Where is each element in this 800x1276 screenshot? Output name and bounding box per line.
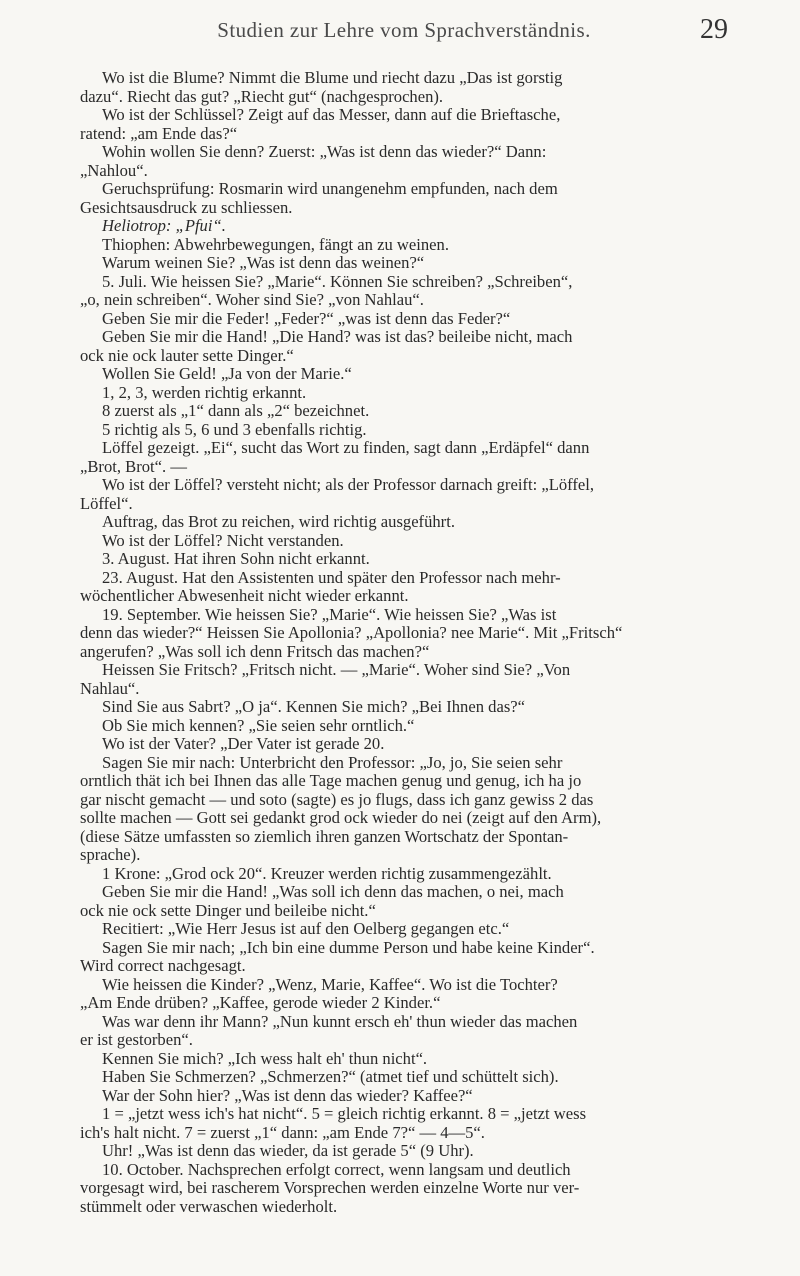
text-line: gar nischt gemacht — und soto (sagte) es jo flugs, dass ich ganz gewiss 2 das [80,789,594,809]
text-line: Wie heissen die Kinder? „Wenz, Marie, Kaffee“. Wo ist die Tochter? [102,974,558,994]
text-line: Geben Sie mir die Hand! „Was soll ich denn das machen, o nei, mach [102,882,564,901]
text-line: Haben Sie Schmerzen? „Schmerzen?“ (atmet tief und schüttelt sich). [102,1067,559,1086]
text-line: Kennen Sie mich? „Ich wess halt eh' thun nicht“. [102,1048,428,1068]
text-line: Sagen Sie mir nach; „Ich bin eine dumme Person und habe keine Kinder“. [102,937,595,957]
text-line: ich's halt nicht. 7 = zuerst „1“ dann: „am Ende 7?“ — 4—5“. [80,1122,485,1142]
text-line: Gesichtsausdruck zu schliessen. [80,197,293,217]
text-line: Geruchsprüfung: Rosmarin wird unangenehm empfunden, nach dem [102,179,558,198]
text-line: angerufen? „Was soll ich denn Fritsch das machen?“ [80,641,430,661]
body-text [80,69,720,1216]
text-line: Ob Sie mich kennen? „Sie seien sehr orntlich.“ [102,715,415,735]
text-line: wöchentlicher Abwesenheit nicht wieder erkannt. [80,586,409,605]
text-line: Thiophen: Abwehrbewegungen, fängt an zu weinen. [102,234,449,254]
text-line: Wo ist die Blume? Nimmt die Blume und riecht dazu „Das ist gorstig [102,68,563,87]
text-line: ratend: „am Ende das?“ [80,123,238,143]
text-line: Nahlau“. [80,678,140,698]
text-line: Wollen Sie Geld! „Ja von der Marie.“ [102,364,352,383]
page-number: 29 [700,14,728,45]
text-line: Wo ist der Löffel? versteht nicht; als der Professor darnach greift: „Löffel, [102,475,595,494]
text-line: Wohin wollen Sie denn? Zuerst: „Was ist denn das wieder?“ Dann: [102,142,547,161]
text-line: 19. September. Wie heissen Sie? „Marie“. Wie heissen Sie? „Was ist [102,604,557,624]
text-line: 1 = „jetzt wess ich's hat nicht“. 5 = gleich richtig erkannt. 8 = „jetzt wess [102,1104,587,1123]
text-line: sprache). [80,845,141,864]
text-line: Was war denn ihr Mann? „Nun kunnt ersch eh' thun wieder das machen [102,1011,578,1031]
text-line: Heliotrop: „Pfui“. [102,216,226,235]
text-line: orntlich thät ich bei Ihnen das alle Tage machen genug und genug, ich ha jo [80,771,582,790]
text-line: Sagen Sie mir nach: Unterbricht den Professor: „Jo, jo, Sie seien sehr [102,752,563,772]
text-line: Wird correct nachgesagt. [80,956,246,975]
text-line: War der Sohn hier? „Was ist denn das wieder? Kaffee?“ [102,1085,473,1105]
text-line: Wo ist der Löffel? Nicht verstanden. [102,530,344,550]
text-line: er ist gestorben“. [80,1030,193,1049]
text-line: Heissen Sie Fritsch? „Fritsch nicht. — „Marie“. Woher sind Sie? „Von [102,660,571,679]
text-line: Geben Sie mir die Hand! „Die Hand? was ist das? beileibe nicht, mach [102,327,573,346]
text-line: dazu“. Riecht das gut? „Riecht gut“ (nachgesprochen). [80,86,444,106]
text-line: Wo ist der Schlüssel? Zeigt auf das Messer, dann auf die Brieftasche, [102,105,561,124]
text-line: ock nie ock lauter sette Dinger.“ [80,345,294,365]
text-line: Warum weinen Sie? „Was ist denn das weinen?“ [102,253,425,272]
text-line: sollte machen — Gott sei gedankt grod ock wieder do nei (zeigt auf den Arm), [80,808,602,827]
text-line: „Nahlou“. [80,160,148,180]
text-line: Löffel“. [80,493,133,513]
text-line: Löffel gezeigt. „Ei“, sucht das Wort zu finden, sagt dann „Erdäpfel“ dann [102,438,590,457]
text-line: ock nie ock sette Dinger und beileibe nicht.“ [80,900,376,920]
text-line: (diese Sätze umfassten so ziemlich ihren ganzen Wortschatz der Spontan- [80,826,569,846]
text-line: denn das wieder?“ Heissen Sie Apollonia? „Apollonia? nee Marie“. Mit „Fritsch“ [80,623,623,642]
text-line: „o, nein schreiben“. Woher sind Sie? „von Nahlau“. [80,290,424,309]
text-line: „Am Ende drüben? „Kaffee, gerode wieder 2 Kinder.“ [80,993,441,1012]
text-line: Auftrag, das Brot zu reichen, wird richtig ausgeführt. [102,512,455,531]
text-line: Sind Sie aus Sabrt? „O ja“. Kennen Sie mich? „Bei Ihnen das?“ [102,697,526,716]
text-line: 5. Juli. Wie heissen Sie? „Marie“. Können Sie schreiben? „Schreiben“, [102,271,573,291]
text-line: vorgesagt wird, bei rascherem Vorsprechen werden einzelne Worte nur ver- [80,1178,580,1197]
text-line: „Brot, Brot“. — [80,456,187,476]
text-line: 10. October. Nachsprechen erfolgt correct, wenn langsam und deutlich [102,1159,571,1179]
text-line: 5 richtig als 5, 6 und 3 ebenfalls richtig. [102,419,367,439]
text-line: Uhr! „Was ist denn das wieder, da ist gerade 5“ (9 Uhr). [102,1141,474,1160]
text-line: stümmelt oder verwaschen wiederholt. [80,1196,338,1216]
text-line: Recitiert: „Wie Herr Jesus ist auf den Oelberg gegangen etc.“ [102,919,510,938]
text-line: Wo ist der Vater? „Der Vater ist gerade 20. [102,734,385,753]
text-line: 8 zuerst als „1“ dann als „2“ bezeichnet. [102,401,370,420]
text-line: 1 Krone: „Grod ock 20“. Kreuzer werden richtig zusammengezählt. [102,863,552,883]
running-header [80,14,728,58]
header-title: Studien zur Lehre vom Sprachverständnis. [217,18,591,42]
text-line: 1, 2, 3, werden richtig erkannt. [102,382,307,402]
text-line: 3. August. Hat ihren Sohn nicht erkannt. [102,549,370,568]
text-line: 23. August. Hat den Assistenten und später den Professor nach mehr- [102,567,561,587]
text-line: Geben Sie mir die Feder! „Feder?“ „was ist denn das Feder?“ [102,308,511,328]
